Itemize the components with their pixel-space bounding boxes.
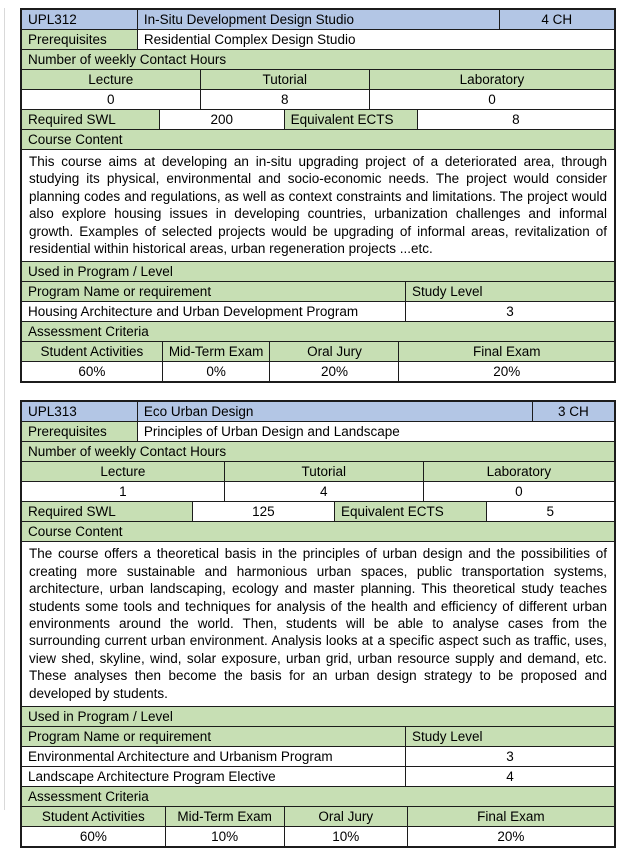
student-activities-header: Student Activities <box>22 807 165 826</box>
prerequisites-label: Prerequisites <box>22 422 137 441</box>
used-in-title-row <box>22 261 614 281</box>
oral-jury-header: Oral Jury <box>284 807 407 826</box>
student-activities-value: 60% <box>79 828 107 844</box>
credit-hours: 3 CH <box>532 402 614 421</box>
tutorial-value: 4 <box>224 482 423 501</box>
assessment-values-row <box>22 361 614 381</box>
assessment-header-row <box>22 341 614 361</box>
mid-term-exam-value: 0% <box>162 362 270 381</box>
student-activities-header: Student Activities <box>22 342 162 361</box>
mid-term-exam-header: Mid-Term Exam <box>162 342 270 361</box>
laboratory-value: 0 <box>423 482 614 501</box>
laboratory-header: Laboratory <box>369 70 614 89</box>
final-exam-header: Final Exam <box>407 807 614 826</box>
used-in-title: Used in Program / Level <box>22 707 614 726</box>
contact-hours-title-row <box>22 49 614 69</box>
equivalent-ects-value: 8 <box>417 110 614 129</box>
laboratory-header: Laboratory <box>423 462 614 481</box>
swl-row <box>22 501 614 521</box>
lecture-value: 1 <box>119 483 127 499</box>
contact-hours-title: Number of weekly Contact Hours <box>22 442 614 461</box>
program-name: Housing Architecture and Urban Development Program <box>28 303 359 319</box>
prerequisites-row <box>22 29 614 49</box>
program-name: Landscape Architecture Program Elective <box>28 768 276 784</box>
program-header-row <box>22 726 614 746</box>
lecture-header: Lecture <box>22 462 224 481</box>
tutorial-header: Tutorial <box>200 70 369 89</box>
final-exam-header: Final Exam <box>398 342 614 361</box>
course-title: Eco Urban Design <box>137 402 532 421</box>
tutorial-value: 8 <box>200 90 369 109</box>
assessment-values-row <box>22 826 614 846</box>
required-swl-value: 200 <box>159 110 284 129</box>
final-exam-value: 20% <box>398 362 614 381</box>
prerequisites-value: Residential Complex Design Studio <box>137 30 614 49</box>
course-code: UPL312 <box>22 10 137 29</box>
program-name: Environmental Architecture and Urbanism Program <box>28 748 333 764</box>
program-header-row <box>22 281 614 301</box>
used-in-title: Used in Program / Level <box>22 262 614 281</box>
study-level-value: 3 <box>405 302 614 321</box>
course-content-title: Course Content <box>22 130 614 149</box>
course-content-title-row <box>22 521 614 541</box>
prerequisites-label: Prerequisites <box>22 30 137 49</box>
required-swl-label: Required SWL <box>22 110 159 129</box>
assessment-title: Assessment Criteria <box>22 787 614 806</box>
program-name-header: Program Name or requirement <box>22 282 405 301</box>
contact-hours-title-row <box>22 441 614 461</box>
program-name-header: Program Name or requirement <box>22 727 405 746</box>
contact-hours-header-row <box>22 69 614 89</box>
equivalent-ects-value: 5 <box>486 502 614 521</box>
mid-term-exam-header: Mid-Term Exam <box>165 807 284 826</box>
oral-jury-header: Oral Jury <box>269 342 398 361</box>
course-header-row <box>22 10 614 29</box>
final-exam-value: 20% <box>407 827 614 846</box>
course-table-upl313 <box>20 400 616 848</box>
assessment-title-row <box>22 321 614 341</box>
lecture-header: Lecture <box>22 70 200 89</box>
assessment-title: Assessment Criteria <box>22 322 614 341</box>
study-level-header: Study Level <box>405 727 614 746</box>
course-content-row <box>22 541 614 706</box>
program-row <box>22 746 614 766</box>
prerequisites-row <box>22 421 614 441</box>
assessment-title-row <box>22 786 614 806</box>
contact-hours-header-row <box>22 461 614 481</box>
used-in-title-row <box>22 706 614 726</box>
student-activities-value: 60% <box>78 363 106 379</box>
required-swl-value: 125 <box>192 502 334 521</box>
page-edge-line <box>4 8 5 810</box>
laboratory-value: 0 <box>369 90 614 109</box>
study-level-header: Study Level <box>405 282 614 301</box>
assessment-header-row <box>22 806 614 826</box>
course-title: In-Situ Development Design Studio <box>137 10 499 29</box>
tutorial-header: Tutorial <box>224 462 423 481</box>
lecture-value: 0 <box>107 91 115 107</box>
swl-row <box>22 109 614 129</box>
equivalent-ects-label: Equivalent ECTS <box>334 502 486 521</box>
course-code: UPL313 <box>22 402 137 421</box>
course-content-row <box>22 149 614 261</box>
equivalent-ects-label: Equivalent ECTS <box>284 110 417 129</box>
contact-hours-values-row <box>22 481 614 501</box>
credit-hours: 4 CH <box>499 10 614 29</box>
course-table-upl312 <box>20 8 616 383</box>
prerequisites-value: Principles of Urban Design and Landscape <box>137 422 614 441</box>
course-content-title-row <box>22 129 614 149</box>
oral-jury-value: 20% <box>269 362 398 381</box>
course-content-text: The course offers a theoretical basis in the principles of urban design and the possibilities of creating more sustainable and harmonious urban spaces, public transportation systems, architecture, urban landscaping, ecology and master planning. This theoretical study teaches students some tools and techniques for analysis of the health and efficiency of different urban environments around the world. Then, students will be able to analyse cases from the surrounding current urban environment. Analysis looks at a specific aspect such as traffic, uses, view shed, skyline, wind, solar exposure, urban grid, urban resource supply and demand, etc. These analyses then become the basis for an urban design strategy to be proposed and developed by students. <box>29 546 607 701</box>
course-content-text: This course aims at developing an in-situ upgrading project of a deteriorated area, through studying its physical, environmental and socio-economic needs. The project would consider planning codes and regulations, as well as context constraints and limitations. The project would also explore housing issues in developing countries, urbanization challenges and informal growth. Examples of selected projects would be upgrading of informal areas, revitalization of residential within historical areas, urban regeneration projects ...etc. <box>29 154 607 257</box>
contact-hours-values-row <box>22 89 614 109</box>
table-gap <box>0 383 622 400</box>
study-level-value: 4 <box>405 767 614 786</box>
program-row <box>22 766 614 786</box>
contact-hours-title: Number of weekly Contact Hours <box>22 50 614 69</box>
study-level-value: 3 <box>405 747 614 766</box>
mid-term-exam-value: 10% <box>165 827 284 846</box>
course-header-row <box>22 402 614 421</box>
oral-jury-value: 10% <box>284 827 407 846</box>
program-row <box>22 301 614 321</box>
required-swl-label: Required SWL <box>22 502 192 521</box>
course-content-title: Course Content <box>22 522 614 541</box>
